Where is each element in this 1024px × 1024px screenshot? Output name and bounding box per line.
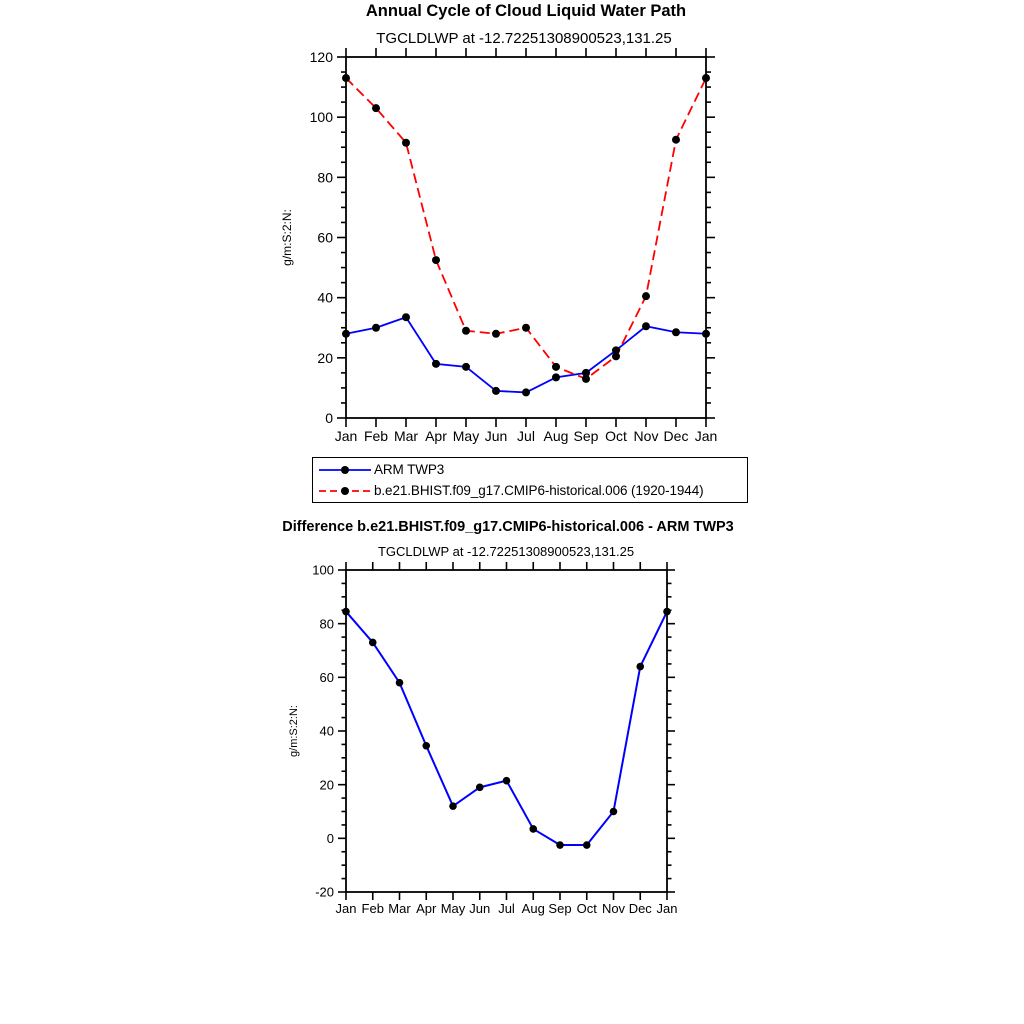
data-point-marker [372,104,380,112]
x-tick-label: Jan [335,901,357,916]
data-point-marker [432,360,440,368]
x-tick-label: Jul [517,428,535,444]
data-point-marker [476,784,484,792]
data-point-marker [396,679,404,687]
y-axis-title: g/m:S:2:N: [288,705,300,757]
legend-label-obs: ARM TWP3 [374,462,445,477]
data-point-marker [642,292,650,300]
y-tick-label: 20 [317,349,333,366]
data-point-marker [582,375,590,383]
top-chart-subtitle: TGCLDLWP at -12.72251308900523,131.25 [376,30,672,47]
series-line [346,78,706,379]
data-point-marker [369,639,377,647]
x-tick-label: Feb [361,901,384,916]
x-tick-label: Apr [416,901,437,916]
y-tick-label: 40 [317,289,333,306]
data-point-marker [402,139,410,147]
data-point-marker [642,322,650,330]
data-point-marker [432,256,440,264]
data-point-marker [583,841,591,849]
dashed-line-marker-swatch-model [318,485,372,497]
y-tick-label: 0 [325,410,333,427]
x-tick-label: May [452,428,480,444]
x-tick-label: Jun [469,901,491,916]
x-tick-label: Jul [498,901,515,916]
x-tick-label: Sep [573,428,599,444]
data-point-marker [492,330,500,338]
x-tick-label: Mar [393,428,419,444]
top-chart-title: Annual Cycle of Cloud Liquid Water Path [365,2,687,20]
x-tick-label: Feb [363,428,389,444]
line-marker-swatch-obs [318,464,372,476]
x-tick-label: Nov [601,901,626,916]
x-tick-label: Jan [656,901,678,916]
x-tick-label: Sep [548,901,572,916]
x-tick-label: Jan [694,428,718,444]
y-tick-label: 60 [317,229,333,246]
data-point-marker [702,330,710,338]
x-tick-label: Oct [605,428,627,444]
data-point-marker [672,328,680,336]
plot-frame [346,570,667,892]
x-tick-label: Nov [633,428,659,444]
data-point-marker [492,387,500,395]
y-tick-label: 80 [317,169,333,186]
x-tick-label: May [440,901,466,916]
data-point-marker [522,324,530,332]
data-point-marker [342,330,350,338]
data-point-marker [552,373,560,381]
data-point-marker [636,663,644,671]
data-point-marker [522,388,530,396]
plot-frame [346,57,706,418]
data-point-marker [610,808,618,816]
legend-entry-model [318,480,747,501]
data-point-marker [612,352,620,360]
data-point-marker [529,825,537,833]
difference-chart-subtitle: TGCLDLWP at -12.72251308900523,131.25 [377,544,635,559]
x-tick-label: Apr [425,428,447,444]
y-tick-label: -20 [315,884,334,900]
x-tick-label: Mar [388,901,411,916]
y-tick-label: 100 [309,109,333,126]
data-point-marker [702,74,710,82]
y-tick-label: 80 [319,616,334,632]
series-line [346,612,667,845]
data-point-marker [503,777,511,785]
y-tick-label: 20 [319,777,334,793]
x-tick-label: Dec [628,901,652,916]
x-tick-label: Jan [334,428,358,444]
x-tick-label: Aug [543,428,569,444]
data-point-marker [342,608,350,616]
data-point-marker [462,363,470,371]
y-tick-label: 100 [312,562,334,578]
data-point-marker [672,136,680,144]
legend [312,457,748,503]
y-tick-label: 0 [326,831,334,847]
difference-plot [288,562,677,916]
y-axis-title: g/m:S:2:N: [280,209,294,266]
data-point-marker [552,363,560,371]
data-point-marker [449,802,457,810]
data-point-marker [402,313,410,321]
annual-cycle-plot [280,48,717,444]
x-tick-label: Dec [663,428,689,444]
x-tick-label: Jun [484,428,508,444]
data-point-marker [462,327,470,335]
y-tick-label: 40 [319,723,334,739]
difference-chart-title: Difference b.e21.BHIST.f09_g17.CMIP6-historical.006 - ARM TWP3 [282,519,734,535]
data-point-marker [422,742,430,750]
legend-label-model: b.e21.BHIST.f09_g17.CMIP6-historical.006 (1920-1944) [374,483,704,498]
data-point-marker [663,608,671,616]
data-point-marker [556,841,564,849]
data-point-marker [342,74,350,82]
legend-entry-obs [318,459,747,480]
y-tick-label: 120 [309,49,333,66]
data-point-marker [372,324,380,332]
x-tick-label: Aug [521,901,545,916]
x-tick-label: Oct [576,901,597,916]
y-tick-label: 60 [319,670,334,686]
